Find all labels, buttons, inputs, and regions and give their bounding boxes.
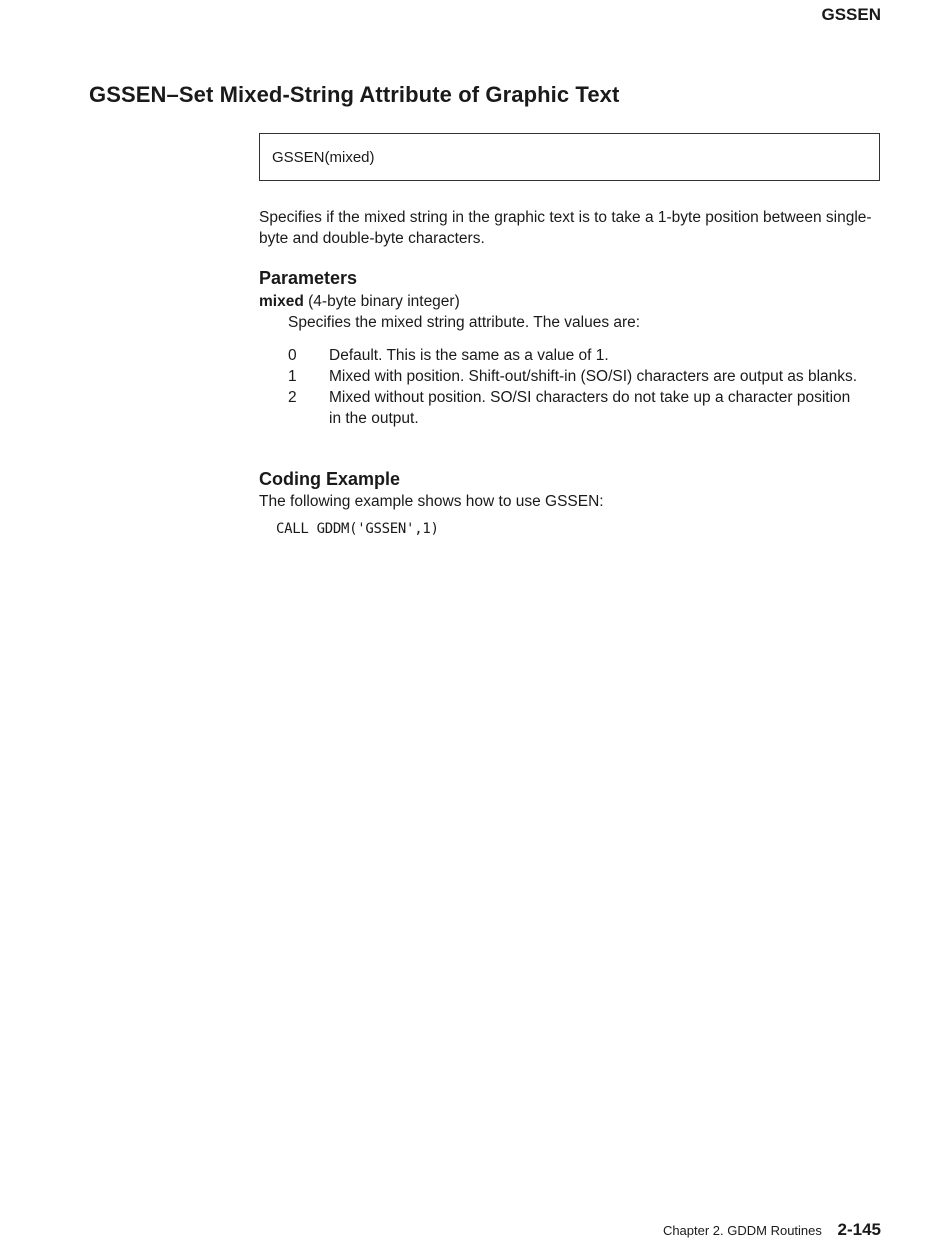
syntax-text: GSSEN(mixed): [272, 149, 375, 166]
value-item: [288, 366, 858, 387]
running-head: GSSEN: [821, 5, 881, 24]
page-footer: [663, 1220, 881, 1240]
value-description: Mixed without position. SO/SI characters do not take up a character position in the output.: [329, 389, 851, 427]
parameters-heading: Parameters: [259, 268, 358, 288]
parameter-type: (4-byte binary integer): [308, 293, 460, 310]
page-title: GSSEN–Set Mixed-String Attribute of Graphic Text: [89, 82, 620, 107]
parameter-name: mixed: [259, 293, 304, 310]
value-description: Mixed with position. Shift-out/shift-in (SO/SI) characters are output as blanks.: [329, 368, 858, 385]
value-number: 1: [288, 368, 297, 385]
value-number: 0: [288, 347, 297, 364]
coding-example-heading: Coding Example: [259, 469, 401, 489]
coding-example-intro: The following example shows how to use GSSEN:: [259, 493, 604, 510]
parameter-definition: [259, 291, 460, 312]
parameter-description: Specifies the mixed string attribute. The values are:: [288, 314, 641, 331]
value-number: 2: [288, 389, 297, 406]
value-description: Default. This is the same as a value of 1.: [329, 347, 609, 364]
description: Specifies if the mixed string in the graphic text is to take a 1-byte position between single-byte and double-byte characters.: [259, 209, 872, 247]
value-item: [288, 345, 858, 366]
footer-chapter: Chapter 2. GDDM Routines: [662, 1223, 822, 1238]
code-example: CALL GDDM('GSSEN',1): [276, 521, 439, 537]
page-number: 2-145: [837, 1220, 881, 1239]
syntax-box: [259, 133, 880, 181]
value-item: [288, 387, 858, 429]
values-list: [288, 345, 858, 429]
